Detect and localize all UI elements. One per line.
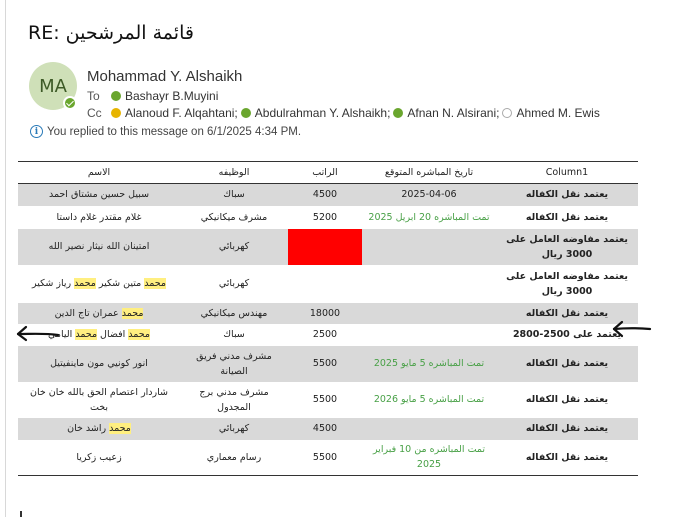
cc-recipient[interactable]: Ahmed M. Ewis <box>516 106 600 120</box>
cell-salary <box>288 265 362 303</box>
table-row <box>18 440 638 476</box>
header-date: تاريخ المباشره المتوقع <box>362 162 496 184</box>
cell-job: كهربائي <box>218 278 250 289</box>
cell-salary: 5500 <box>312 394 338 405</box>
table-row <box>18 382 638 418</box>
cell-date: تمت المباشره 5 مايو 2025 <box>362 346 496 382</box>
cell-salary: 4500 <box>288 418 362 440</box>
cell-column1: يعتمد نقل الكفاله <box>525 394 609 405</box>
cell-date: تمت المباشره 5 مايو 2026 <box>373 394 485 405</box>
cell-job: كهربائي <box>180 229 288 265</box>
cell-job: رسام معماري <box>180 440 288 476</box>
name-part: راشد خان <box>67 423 110 434</box>
cell-date <box>362 303 496 324</box>
cc-recipient[interactable]: Alanoud F. Alqahtani; <box>125 106 238 120</box>
table-header-row <box>18 162 638 184</box>
table-row <box>18 184 638 206</box>
cc-label: Cc <box>87 106 102 120</box>
name-highlight: محمد <box>121 307 144 319</box>
text-cursor <box>20 511 22 517</box>
cell-date: تمت المباشره من 10 فبراير 2025 <box>362 440 496 476</box>
header-job: الوظيفه <box>180 162 288 184</box>
cell-name: انور كونيي مون ماينفيتيل <box>18 346 180 382</box>
name-highlight: محمد <box>74 278 96 289</box>
table-row <box>18 206 638 229</box>
cell-salary: 5500 <box>288 440 362 476</box>
cell-salary: 18000 <box>288 303 362 324</box>
cell-date <box>362 265 496 303</box>
cell-job: سباك <box>223 329 245 340</box>
name-part: افضال <box>97 329 129 340</box>
cell-name <box>18 265 180 303</box>
cell-name: شاردار اعتصام الحق بالله خان خان بخت <box>30 386 168 413</box>
cell-column1: يعتمد على 2500-2800 <box>512 329 622 340</box>
email-subject: RE: قائمة المرشحين <box>28 22 194 44</box>
cell-job: مشرف ميكانيكي <box>200 211 268 223</box>
cell-column1: يعتمد نقل الكفاله <box>496 346 638 382</box>
reading-pane-border <box>5 0 6 517</box>
name-part: اليامي <box>48 329 76 340</box>
header-column1: Column1 <box>496 162 638 184</box>
cell-job: سباك <box>180 184 288 206</box>
cell-job: مشرف مدني برج المجدول <box>199 386 269 413</box>
cell-column1: يعتمد نقل الكفاله <box>525 211 609 223</box>
name-highlight: محمد <box>128 329 150 340</box>
cell-name <box>18 418 180 440</box>
table-row <box>18 324 638 346</box>
to-line <box>87 89 221 103</box>
name-highlight: محمد <box>75 329 98 340</box>
cc-line <box>87 106 603 120</box>
cell-salary <box>288 229 362 265</box>
table-row <box>18 265 638 303</box>
name-highlight: محمد <box>109 423 131 434</box>
to-recipient[interactable]: Bashayr B.Muyini <box>125 89 219 103</box>
cell-column1: يعتمد نقل الكفاله <box>496 184 638 206</box>
table-row <box>18 346 638 382</box>
cell-date: تمت المباشره 20 ابريل 2025 <box>368 211 490 223</box>
cell-name: سبيل حسين مشتاق احمد <box>18 184 180 206</box>
to-label: To <box>87 89 100 103</box>
pointer-arrow-left-icon <box>610 319 652 339</box>
cell-job: مشرف مدني فريق الصيانة <box>180 346 288 382</box>
cell-date <box>362 324 496 346</box>
cell-column1: يعتمد مفاوضه العامل على 3000 ريال <box>496 229 638 265</box>
name-part: عمران تاج الدين <box>54 307 122 319</box>
table-row <box>18 303 638 324</box>
cell-column1: يعتمد نقل الكفاله <box>496 440 638 476</box>
cell-date <box>362 418 496 440</box>
presence-away-icon <box>111 108 121 118</box>
cell-column1: يعتمد نقل الكفاله <box>496 418 638 440</box>
candidates-table <box>18 161 638 476</box>
cc-recipient[interactable]: Afnan N. Alsirani; <box>407 106 500 120</box>
cell-column1: يعتمد نقل الكفاله <box>496 303 638 324</box>
cell-name: غلام مقتدر غلام داستا <box>56 211 142 223</box>
name-part: رياز شكير <box>32 278 75 289</box>
cell-date: 2025-04-06 <box>362 184 496 206</box>
pointer-arrow-left-icon <box>14 323 60 343</box>
table-row <box>18 229 638 265</box>
presence-unknown-icon <box>502 108 512 118</box>
header-name: الاسم <box>18 162 180 184</box>
table-row <box>18 418 638 440</box>
presence-available-icon <box>63 96 77 110</box>
info-icon: i <box>30 125 43 138</box>
name-part: متين شكير <box>95 278 145 289</box>
reply-info-bar[interactable] <box>30 125 301 138</box>
name-highlight: محمد <box>144 278 166 289</box>
cell-name <box>18 303 180 324</box>
cell-name: زعيب زكريا <box>18 440 180 476</box>
presence-available-icon <box>111 91 121 101</box>
cell-salary: 2500 <box>312 329 338 340</box>
cell-salary: 4500 <box>288 184 362 206</box>
cell-job: مهندس ميكانيكي <box>180 303 288 324</box>
cell-date <box>362 229 496 265</box>
cc-recipient[interactable]: Abdulrahman Y. Alshaikh; <box>254 106 391 120</box>
presence-available-icon <box>393 108 403 118</box>
cell-column1: يعتمد مفاوضه العامل على 3000 ريال <box>506 270 628 297</box>
cell-job: كهربائي <box>180 418 288 440</box>
reply-info-text: You replied to this message on 6/1/2025 4:34 PM. <box>47 125 302 138</box>
cell-salary: 5200 <box>312 211 338 223</box>
avatar[interactable]: MA <box>29 62 77 110</box>
cell-salary: 5500 <box>288 346 362 382</box>
cell-name: امتينان الله نيثار نصير الله <box>18 229 180 265</box>
header-salary: الراتب <box>288 162 362 184</box>
presence-available-icon <box>241 108 251 118</box>
sender-name[interactable]: Mohammad Y. Alshaikh <box>87 68 243 85</box>
